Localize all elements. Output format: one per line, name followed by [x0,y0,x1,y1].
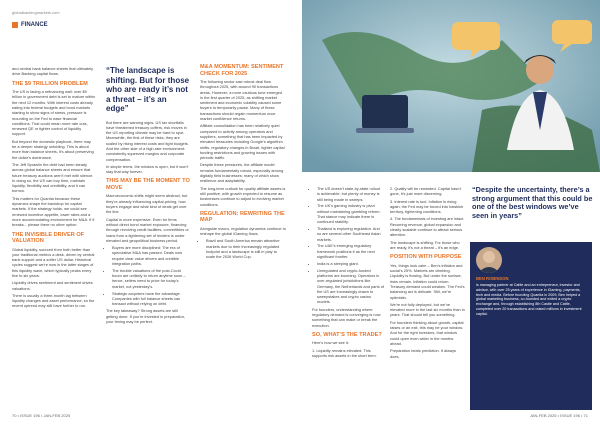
column-1 [12,66,96,311]
column-4 [312,186,384,360]
paragraph: Affiliate consolidation has been relatively quiet compared to activity among operators and suppliers, something that has been impacted by elevated treasuries including Google’s algorithm shifts, regulatory changes in Brazil, tighter capital funding restrictions and growing issues with periodic traffic. [200,123,285,161]
column-5 [390,186,465,361]
list-item: • The UAE’s emerging regulatory framework positions it as the next significant frontier. [317,243,384,259]
list-item: • The trouble valuations of the post-Covid boom are unlikely to return anytime soon – hence, sellers need to price for today’s market, not yesterday’s. [112,268,190,289]
paragraph: Here’s how we see it: [312,340,349,346]
paragraph: But beyond the domestic playbook, there may be a deeper strategy unfolding. This is about more than balance sheets, it’s about preserving the dollar’s dominance. [12,138,94,160]
bullet-list [312,186,384,305]
bullet-list [200,238,286,259]
numbered-item: 3. Interest rate is tool. Inflation is rising again: the Fed may be forced into hawkish territory, tightening conditions. [390,198,464,215]
heading-position-with-purpose: POSITION WITH PURPOSE [390,254,462,261]
list-item: • The UK’s gaming industry is pivot without maintaining gambling reform. That stance may indicate there is continued stability. [317,203,384,224]
heading-9-trillion: THE $9 TRILLION PROBLEM [12,80,88,87]
author-name: BEN ROBINSON [476,276,509,281]
paragraph: The US is facing a refinancing wall: over $9 trillion in government debt is set to mature within the next 12 months. With interest costs already eating into federal budgets and bond markets starting to show signs of stress, pressure is mounting on the Fed to ease financial conditions. That could mean more rate cuts, renewed QE or tighter control of liquidity support. [12,89,96,137]
intro-text: and central bank balance sheets that ultimately drive Banking capital flows. [12,66,94,77]
paragraph: The landscape is shifting. For those who are ready, it’s not a threat – it’s an edge. [390,239,460,250]
heading-moment-to-move: THIS MAY BE THE MOMENT TO MOVE [106,178,190,191]
list-item: • Brazil and South America remain attractive markets due to their increasingly regulated footprint and a landscape is still in play to scale the 2026 World Cup. [206,238,286,259]
laptop-icon [362,95,408,129]
section-label [12,22,48,28]
paragraph: We’re not fully deployed, but we’ve elevated more in the last six months than in years. That should tell you something. [390,301,465,318]
avatar [476,247,502,273]
bullet-list [106,245,190,306]
hero-illustration [302,0,600,172]
page-footer-left: 70 • ISSUE 196 • JAN-FEB 2025 [12,413,71,418]
hero-illustration-art [302,0,600,172]
author-bio-text: is managing partner at Cattle and an entrepreneur, investor and advisor, with over 25 years of experience in iGaming, payments, tech and media. Before founding Quantia in 2009, Ben helped a global marketing business, co-founded and exited a crypto exchange and, through establishing 8th Castle and Cattle, completed over 20 transactions and raised millions in investment capital. [476,283,582,316]
paragraph: For founders thinking about growth, capital raises or an exit, this may be your window. And for the right investors, that window could open even wider in the months ahead. [390,319,464,346]
author-bio-box [470,242,592,410]
list-item: • Strategic acquirers have the advantage. Companies with full balance sheets can transact without relying on debt. [112,291,190,307]
pull-quote-right: “Despite the uncertainty, there’s a strong argument that this could be one of the best windows we’ve seen in years” [472,185,593,220]
paragraph: The Jeff Sprawlin the debt had been steady across global balance sheets and ensure that future treasury auctions aren’t met with silence. In doing so, the US can buy time, maintain liquidity, flexibility and credibility, and it can borrow. [12,161,94,194]
heading-regulation: REGULATION: REWRITING THE MAP [200,210,285,224]
paragraph: Alongside macro, regulation dynamics continue to reshape the global iGaming flows. [200,225,286,237]
paragraph: The following sector saw robust deal flow throughout 2025, with around 90 transactions areas. However, a more cautious tone emerged in the first quarter of 2025, as shifting market sentiment and economic volatility caused some buyers to temporarily pause. Many of these transactions should regain momentum once market confidence returns. [200,79,282,122]
paragraph: But there are warning signs. US tax shortfalls have threatened treasury coffers, risk moves in the US reporting climate may be hard to spot. Meanwhile, the first of these risks, they are scaled by rising interest costs and tight budgets. And the other side of a high-rate environment: consistently squeezed margins and corporate compensation. [106,119,189,162]
heading-whats-the-trade: SO, WHAT’S THE TRADE? [312,331,382,338]
paragraph: There is usually a three-month lag between liquidity changes and asset performance, so the recent uptrend may still have further to run. [12,292,95,309]
numbered-item: 2. Quality will be rewarded. Capital hasn’t gone, it’s just more discerning. [390,186,462,197]
paragraph: The long-term outlook for quality affiliate assets is still positive, with growth expected to resume as businesses continue to adjust to evolving market conditions. [200,185,286,207]
heading-ma-momentum: M&A MOMENTUM: SENTIMENT CHECK FOR 2025 [200,64,284,77]
site-url: globalbankingmarkets.com [12,10,60,15]
column-3 [200,64,286,262]
list-item: • Buyers are more disciplined: The era of speculative M&A has passed. Deals now require clear value drivers and credible integration paths. [112,245,190,266]
pull-quote: “The landscape is shifting. But for those who are ready it’s not a threat – it’s an edge” [106,66,190,113]
paragraph: In simple terms, the window is open, but it won’t stay that way forever. [106,163,189,175]
paragraph: The key takeaway? Strong assets are still getting done. If you’re invested in preparation, your timing may be perfect. [106,308,185,324]
paragraph: Capital is more expensive. Even for firms without direct bond market exposure, financing through revolving credit facilities, convertibles or loans from a tightening set of lenders is under elevated and geopolitical business period. [106,216,189,243]
list-item: • The US doesn’t state-by-state rollout is achievable, but plenty of money is still being made in sweeps. [317,186,384,202]
numbered-item: 4. The fundamentals of investing are intact. Recurring revenue, global expansion and clearly scalable continue to attract serious attention. [390,216,465,238]
page-footer-right: JAN-FEB 2025 • ISSUE 196 • 71 [529,413,588,418]
paragraph: Preparation beats prediction. It always does. [390,348,456,359]
heading-invisible-driver: THE INVISIBLE DRIVER OF VALUATION [12,231,85,245]
paragraph: Despite these pressures, the affiliate model remains fundamentally robust, especially among digitally field businesses; many of which show resilience and adaptability. [200,162,284,184]
paragraph: Liquidity drives sentiment and sentiment drives valuations. [12,280,93,291]
numbered-item: 1. Liquidity remains elevated. This supports risk assets in the short term. [312,347,377,359]
list-item: • Unregulated and crypto-funded platforms are booming. Operators in over-regulated jurisdictions like Germany, the Netherlands and parts of the US are increasingly drawn to sweepstakes and crypto casino models. [317,268,384,305]
paragraph: Macroeconomic shifts might seem abstract, but they’re already influencing capital-pricing, how buyers engage and what kind of deals get over the line. [106,193,188,215]
paragraph: Yes, things look calm – Ben’s inflation and social’s 25%. Markets are climbing. Liquidity is flowing. But under the surface, risks remain. Inflation could return. Treasury demand could weaken. The Fed’s balancing act is delicate. Still, we’re optimistic. [390,262,465,300]
avatar-portrait-icon [476,247,502,273]
section-marker-icon [12,22,18,28]
column-2 [106,66,190,326]
paragraph: For founders, understanding where regulatory demand is converging is now something that can make or break the execution. [312,306,381,328]
laptop-base-icon [356,128,414,133]
paragraph: This matters for Quantia because these dynamics shape the backdrop for capital markets. If the strategy holds, we could see renewed incentive appetite, lower rates and a more accommodating environment for M&A. If it breaks... please there no other option. [12,195,95,228]
section-title: FINANCE [21,22,48,28]
list-item: • Thailand is exploring regulation. And so are several other Southeast Asian markets. [317,226,384,242]
list-item: • India is a sleeping giant. [317,261,384,266]
paragraph: Global liquidity, sourced from both better than your traditional metrics a desk, driven by central bank support and a softer US dollar. Historical cycles suggest we’re now in the latter stages of this liquidity wave, which typically peaks every five to six years. [12,246,95,278]
